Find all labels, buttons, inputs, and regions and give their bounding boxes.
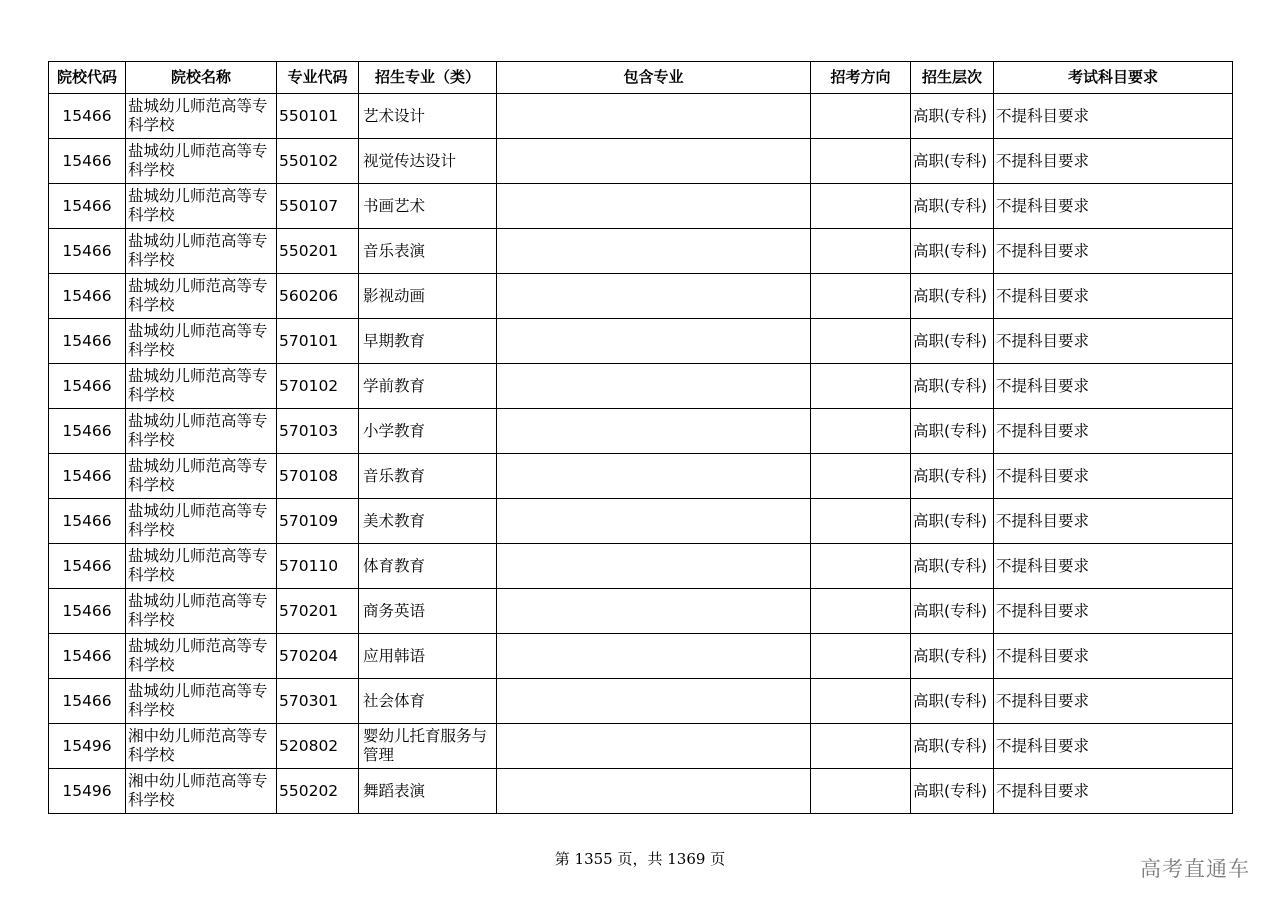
cell-level: 高职(专科) — [911, 769, 994, 814]
cell-requirement: 不提科目要求 — [994, 409, 1233, 454]
cell-major: 书画艺术 — [359, 184, 497, 229]
cell-direction — [811, 589, 911, 634]
cell-major-code: 570204 — [277, 634, 359, 679]
cell-major-code: 570201 — [277, 589, 359, 634]
cell-included-majors — [497, 184, 811, 229]
cell-school-code: 15466 — [49, 274, 126, 319]
cell-level: 高职(专科) — [911, 319, 994, 364]
cell-school-code: 15466 — [49, 454, 126, 499]
cell-direction — [811, 409, 911, 454]
table-row — [49, 724, 1233, 769]
cell-direction — [811, 94, 911, 139]
cell-direction — [811, 184, 911, 229]
cell-direction — [811, 454, 911, 499]
cell-school-code: 15466 — [49, 184, 126, 229]
cell-requirement: 不提科目要求 — [994, 769, 1233, 814]
cell-requirement: 不提科目要求 — [994, 499, 1233, 544]
enrollment-table — [48, 61, 1233, 814]
cell-school-name: 盐城幼儿师范高等专科学校 — [126, 544, 277, 589]
header-school-code: 院校代码 — [49, 62, 126, 94]
cell-requirement: 不提科目要求 — [994, 274, 1233, 319]
cell-requirement: 不提科目要求 — [994, 94, 1233, 139]
cell-requirement: 不提科目要求 — [994, 454, 1233, 499]
cell-school-name: 盐城幼儿师范高等专科学校 — [126, 409, 277, 454]
cell-requirement: 不提科目要求 — [994, 679, 1233, 724]
table-row — [49, 409, 1233, 454]
cell-school-name: 盐城幼儿师范高等专科学校 — [126, 94, 277, 139]
page-number: 第 1355 页，共 1369 页 — [554, 850, 726, 868]
cell-level: 高职(专科) — [911, 499, 994, 544]
cell-school-name: 盐城幼儿师范高等专科学校 — [126, 679, 277, 724]
cell-included-majors — [497, 769, 811, 814]
cell-included-majors — [497, 139, 811, 184]
table-row — [49, 679, 1233, 724]
cell-major-code: 550102 — [277, 139, 359, 184]
header-row — [49, 62, 1233, 94]
table-row — [49, 229, 1233, 274]
cell-school-name: 盐城幼儿师范高等专科学校 — [126, 454, 277, 499]
cell-major-code: 570108 — [277, 454, 359, 499]
cell-direction — [811, 724, 911, 769]
header-major: 招生专业（类） — [359, 62, 497, 94]
cell-major: 应用韩语 — [359, 634, 497, 679]
cell-major-code: 550101 — [277, 94, 359, 139]
table-row — [49, 544, 1233, 589]
cell-direction — [811, 544, 911, 589]
cell-major-code: 570103 — [277, 409, 359, 454]
cell-requirement: 不提科目要求 — [994, 544, 1233, 589]
table-body — [49, 94, 1233, 814]
cell-major: 视觉传达设计 — [359, 139, 497, 184]
cell-major: 影视动画 — [359, 274, 497, 319]
header-major-code: 专业代码 — [277, 62, 359, 94]
cell-direction — [811, 274, 911, 319]
table-row — [49, 184, 1233, 229]
cell-requirement: 不提科目要求 — [994, 229, 1233, 274]
cell-level: 高职(专科) — [911, 679, 994, 724]
header-included-majors: 包含专业 — [497, 62, 811, 94]
cell-school-code: 15466 — [49, 544, 126, 589]
cell-included-majors — [497, 274, 811, 319]
cell-direction — [811, 634, 911, 679]
cell-major-code: 560206 — [277, 274, 359, 319]
cell-major: 学前教育 — [359, 364, 497, 409]
watermark-text: 高考直通车 — [1140, 857, 1250, 881]
cell-requirement: 不提科目要求 — [994, 139, 1233, 184]
cell-major: 体育教育 — [359, 544, 497, 589]
cell-school-name: 盐城幼儿师范高等专科学校 — [126, 274, 277, 319]
cell-major: 音乐教育 — [359, 454, 497, 499]
cell-school-code: 15466 — [49, 319, 126, 364]
cell-included-majors — [497, 724, 811, 769]
table-row — [49, 499, 1233, 544]
cell-school-code: 15466 — [49, 139, 126, 184]
table-row — [49, 634, 1233, 679]
cell-school-code: 15466 — [49, 94, 126, 139]
cell-included-majors — [497, 454, 811, 499]
cell-school-code: 15466 — [49, 409, 126, 454]
cell-level: 高职(专科) — [911, 634, 994, 679]
cell-major: 早期教育 — [359, 319, 497, 364]
cell-major: 舞蹈表演 — [359, 769, 497, 814]
cell-major-code: 570101 — [277, 319, 359, 364]
cell-requirement: 不提科目要求 — [994, 724, 1233, 769]
cell-direction — [811, 139, 911, 184]
cell-direction — [811, 229, 911, 274]
table-row — [49, 274, 1233, 319]
cell-major-code: 570110 — [277, 544, 359, 589]
table-row — [49, 94, 1233, 139]
cell-school-name: 盐城幼儿师范高等专科学校 — [126, 589, 277, 634]
cell-included-majors — [497, 364, 811, 409]
cell-direction — [811, 499, 911, 544]
table-row — [49, 319, 1233, 364]
cell-included-majors — [497, 229, 811, 274]
cell-major-code: 570109 — [277, 499, 359, 544]
cell-school-name: 盐城幼儿师范高等专科学校 — [126, 634, 277, 679]
cell-school-name: 盐城幼儿师范高等专科学校 — [126, 319, 277, 364]
cell-included-majors — [497, 319, 811, 364]
table-row — [49, 364, 1233, 409]
cell-school-name: 湘中幼儿师范高等专科学校 — [126, 724, 277, 769]
cell-requirement: 不提科目要求 — [994, 634, 1233, 679]
cell-major-code: 570301 — [277, 679, 359, 724]
cell-school-code: 15466 — [49, 229, 126, 274]
cell-included-majors — [497, 634, 811, 679]
cell-level: 高职(专科) — [911, 409, 994, 454]
table-row — [49, 139, 1233, 184]
cell-school-code: 15466 — [49, 499, 126, 544]
cell-level: 高职(专科) — [911, 229, 994, 274]
cell-major: 社会体育 — [359, 679, 497, 724]
cell-level: 高职(专科) — [911, 94, 994, 139]
cell-major-code: 550202 — [277, 769, 359, 814]
header-level: 招生层次 — [911, 62, 994, 94]
cell-included-majors — [497, 679, 811, 724]
cell-school-name: 盐城幼儿师范高等专科学校 — [126, 364, 277, 409]
cell-included-majors — [497, 589, 811, 634]
cell-level: 高职(专科) — [911, 139, 994, 184]
cell-major: 音乐表演 — [359, 229, 497, 274]
cell-requirement: 不提科目要求 — [994, 364, 1233, 409]
cell-requirement: 不提科目要求 — [994, 589, 1233, 634]
cell-major: 美术教育 — [359, 499, 497, 544]
cell-included-majors — [497, 544, 811, 589]
header-requirement: 考试科目要求 — [994, 62, 1233, 94]
cell-level: 高职(专科) — [911, 364, 994, 409]
table-row — [49, 769, 1233, 814]
table-row — [49, 454, 1233, 499]
cell-direction — [811, 364, 911, 409]
cell-school-name: 盐城幼儿师范高等专科学校 — [126, 139, 277, 184]
cell-school-name: 盐城幼儿师范高等专科学校 — [126, 499, 277, 544]
cell-major-code: 570102 — [277, 364, 359, 409]
cell-requirement: 不提科目要求 — [994, 184, 1233, 229]
cell-level: 高职(专科) — [911, 184, 994, 229]
cell-school-code: 15496 — [49, 724, 126, 769]
cell-major: 艺术设计 — [359, 94, 497, 139]
table-row — [49, 589, 1233, 634]
cell-direction — [811, 319, 911, 364]
cell-major: 商务英语 — [359, 589, 497, 634]
cell-major-code: 550107 — [277, 184, 359, 229]
cell-school-name: 盐城幼儿师范高等专科学校 — [126, 229, 277, 274]
cell-direction — [811, 769, 911, 814]
cell-major: 婴幼儿托育服务与管理 — [359, 724, 497, 769]
cell-school-code: 15466 — [49, 364, 126, 409]
cell-school-code: 15466 — [49, 589, 126, 634]
header-direction: 招考方向 — [811, 62, 911, 94]
cell-level: 高职(专科) — [911, 454, 994, 499]
cell-level: 高职(专科) — [911, 544, 994, 589]
cell-level: 高职(专科) — [911, 724, 994, 769]
cell-direction — [811, 679, 911, 724]
cell-school-code: 15496 — [49, 769, 126, 814]
cell-requirement: 不提科目要求 — [994, 319, 1233, 364]
cell-major-code: 520802 — [277, 724, 359, 769]
cell-school-code: 15466 — [49, 634, 126, 679]
header-school-name: 院校名称 — [126, 62, 277, 94]
cell-level: 高职(专科) — [911, 274, 994, 319]
cell-major: 小学教育 — [359, 409, 497, 454]
cell-school-code: 15466 — [49, 679, 126, 724]
cell-school-name: 盐城幼儿师范高等专科学校 — [126, 184, 277, 229]
cell-included-majors — [497, 499, 811, 544]
cell-school-name: 湘中幼儿师范高等专科学校 — [126, 769, 277, 814]
cell-major-code: 550201 — [277, 229, 359, 274]
cell-included-majors — [497, 94, 811, 139]
cell-included-majors — [497, 409, 811, 454]
cell-level: 高职(专科) — [911, 589, 994, 634]
